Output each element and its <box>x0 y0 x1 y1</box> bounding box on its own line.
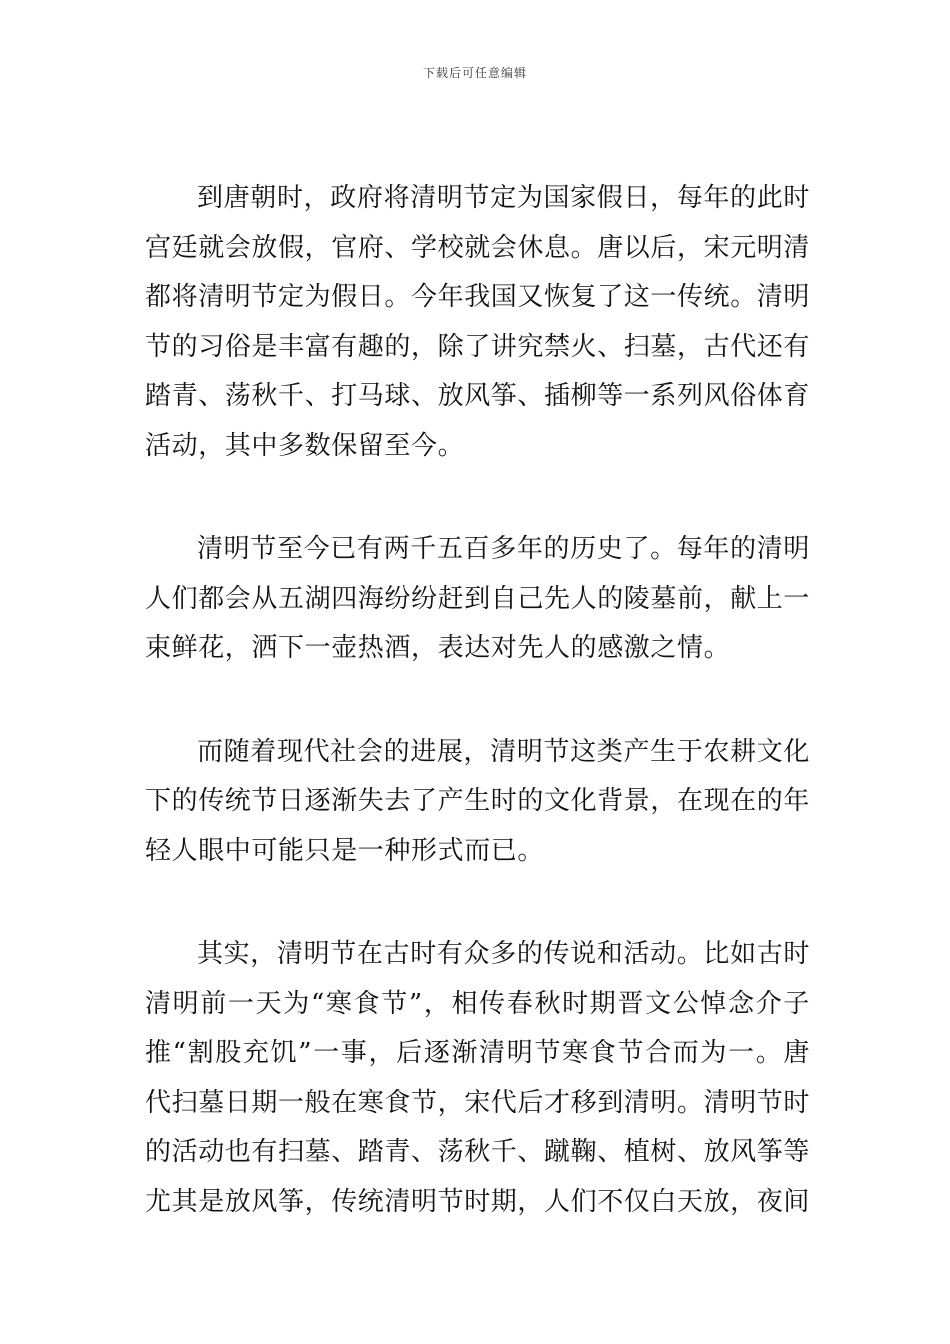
document-body <box>145 174 810 1281</box>
paragraph-modern-society: 而随着现代社会的进展，清明节这类产生于农耕文化下的传统节日逐渐失去了产生时的文化背景，在现在的年轻人眼中可能只是一种形式而已。 <box>145 736 811 866</box>
paragraph-history: 清明节至今已有两千五百多年的历史了。每年的清明人们都会从五湖四海纷纷赶到自己先人的陵墓前，献上一束鲜花，洒下一壶热酒，表达对先人的感激之情。 <box>145 534 811 663</box>
page-header: 下载后可任意编辑 <box>422 66 527 80</box>
paragraph-ancient-customs: 其实，清明节在古时有众多的传说和活动。比如古时清明前一天为“寒食节”，相传春秋时期晋文公悼念介子推“割股充饥”一事，后逐渐清明节寒食节合而为一。唐代扫墓日期一般在寒食节，宋代后才移到清明。清明节时的活动也有扫墓、踏青、荡秋千、蹴鞠、植树、放风筝等尤其是放风筝，传统清明节时期，人们不仅白天放，夜间 <box>145 939 811 1217</box>
paragraph-tang-holiday: 到唐朝时，政府将清明节定为国家假日，每年的此时宫廷就会放假，官府、学校就会休息。唐以后，宋元明清都将清明节定为假日。今年我国又恢复了这一传统。清明节的习俗是丰富有趣的，除了讲究禁火、扫墓，古代还有踏青、荡秋千、打马球、放风筝、插柳等一系列风俗体育活动，其中多数保留至今。 <box>145 183 811 461</box>
